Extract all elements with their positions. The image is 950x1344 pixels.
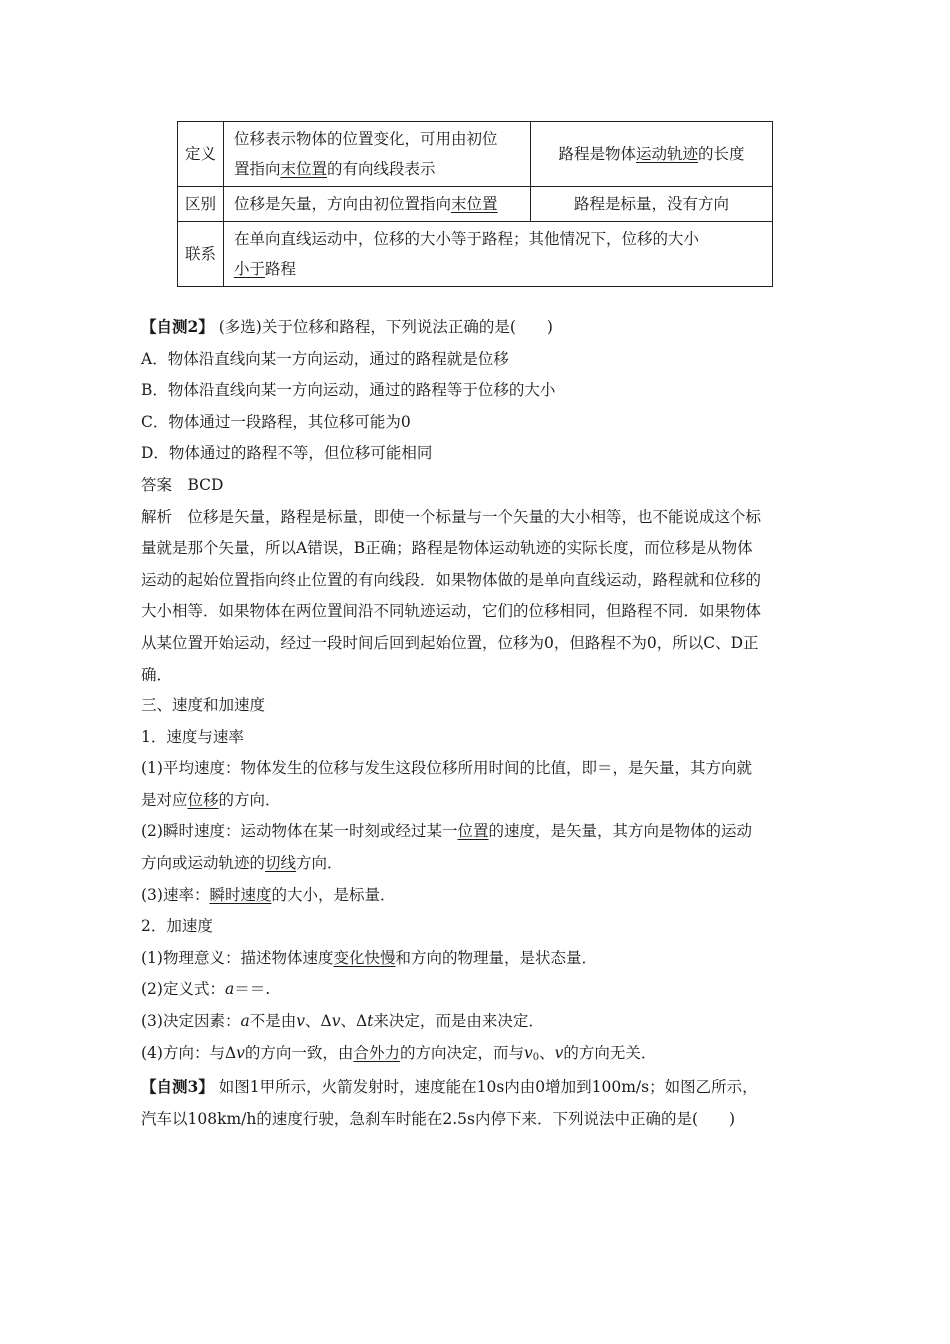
analysis-line: 确．	[141, 665, 173, 684]
analysis-line: 大小相等．如果物体在两位置间沿不同轨迹运动，它们的位移相同，但路程不同．如果物体	[141, 602, 762, 621]
table-row	[178, 122, 773, 187]
math-symbol: t	[367, 1011, 374, 1030]
analysis-line: 量就是那个矢量，所以A错误，B正确；路程是物体运动轨迹的实际长度，而位移是从物体	[141, 539, 753, 558]
question-stem: 汽车以108km/h的速度行驶，急刹车时能在2.5s内停下来．下列说法中正确的是( )	[141, 1109, 736, 1128]
underlined-term: 切线	[265, 853, 297, 872]
row-label: 定义	[178, 122, 224, 187]
table-row	[178, 222, 773, 287]
self-test-3	[141, 1071, 821, 1135]
paragraph-line: (4)方向：与Δv的方向一致，由合外力的方向决定，而与$v_0$、v的方向无关．	[141, 1043, 657, 1063]
analysis-line: 运动的起始位置指向终止位置的有向线段．如果物体做的是单向直线运动，路程就和位移的	[141, 570, 762, 589]
paragraph-line: (1)物理意义：描述物体速度变化快慢和方向的物理量，是状态量．	[141, 948, 597, 967]
subscript: 0	[532, 1051, 540, 1063]
math-symbol: v	[523, 1043, 533, 1062]
question-stem: 【自测2】 (多选)关于位移和路程，下列说法正确的是( )	[141, 317, 553, 336]
answer: 答案 BCD	[141, 475, 224, 494]
row-label: 区别	[178, 187, 224, 222]
math-symbol: v	[296, 1011, 305, 1030]
subheading: 2．加速度	[141, 917, 213, 936]
option-d: D．物体通过的路程不等，但位移可能相同	[141, 444, 433, 463]
option-b: B．物体沿直线向某一方向运动，通过的路程等于位移的大小	[141, 381, 556, 400]
underlined-term: 变化快慢	[333, 948, 396, 967]
option-c: C．物体通过一段路程，其位移可能为0	[141, 412, 411, 431]
paragraph-line: (3)决定因素：a不是由v、Δv、Δt来决定，而是由来决定．	[141, 1011, 544, 1030]
underlined-term: 末位置	[451, 195, 498, 213]
table-row	[178, 187, 773, 222]
question-tag: 【自测2】	[141, 317, 214, 336]
math-symbol: v	[554, 1043, 564, 1062]
distance-cell: 路程是标量，没有方向	[531, 187, 773, 222]
row-label: 联系	[178, 222, 224, 287]
math-symbol: v	[331, 1011, 341, 1030]
underlined-term: 瞬时速度	[209, 885, 272, 904]
comparison-table	[177, 121, 773, 287]
question-stem: 【自测3】 如图1甲所示，火箭发射时，速度能在10s内由0增加到100m/s；如图乙所示，	[141, 1077, 758, 1096]
paragraph-line: (2)瞬时速度：运动物体在某一时刻或经过某一位置的速度，是矢量，其方向是物体的运动	[141, 822, 752, 841]
underlined-term: 末位置	[280, 160, 328, 178]
underlined-term: 运动轨迹	[635, 145, 698, 163]
paragraph-line: (3)速率：瞬时速度的大小，是标量．	[141, 885, 396, 904]
paragraph-line: 是对应位移的方向．	[141, 790, 281, 809]
math-symbol: a	[224, 980, 235, 999]
question-tag: 【自测3】	[141, 1077, 214, 1096]
underlined-term: 位置	[457, 822, 489, 841]
relation-cell: 在单向直线运动中，位移的大小等于路程；其他情况下，位移的大小 小于路程	[224, 222, 773, 287]
math-symbol: v	[236, 1043, 245, 1062]
math-symbol: a	[240, 1011, 250, 1030]
displacement-cell: 位移表示物体的位置变化，可用由初位 置指向末位置的有向线段表示	[224, 122, 531, 187]
underlined-term: 小于	[234, 260, 266, 278]
analysis-line: 解析 位移是矢量，路程是标量，即使一个标量与一个矢量的大小相等，也不能说成这个标	[141, 507, 762, 526]
section-velocity-acceleration	[141, 690, 821, 1073]
underlined-term: 合外力	[353, 1043, 400, 1062]
subheading: 1．速度与速率	[141, 727, 244, 746]
analysis-line: 从某位置开始运动，经过一段时间后回到起始位置，位移为0，但路程不为0，所以C、D正	[141, 633, 759, 652]
paragraph-line: (2)定义式：a＝＝.	[141, 980, 271, 999]
option-a: A．物体沿直线向某一方向运动，通过的路程就是位移	[141, 349, 509, 368]
section-heading: 三、速度和加速度	[141, 696, 266, 714]
distance-cell: 路程是物体运动轨迹的长度	[531, 122, 773, 187]
self-test-2	[141, 311, 821, 691]
paragraph-line: (1)平均速度：物体发生的位移与发生这段位移所用时间的比值，即＝，是矢量，其方向就	[141, 759, 752, 778]
displacement-cell: 位移是矢量，方向由初位置指向末位置	[224, 187, 531, 222]
underlined-term: 位移	[187, 790, 219, 809]
paragraph-line: 方向或运动轨迹的切线方向．	[141, 853, 343, 872]
